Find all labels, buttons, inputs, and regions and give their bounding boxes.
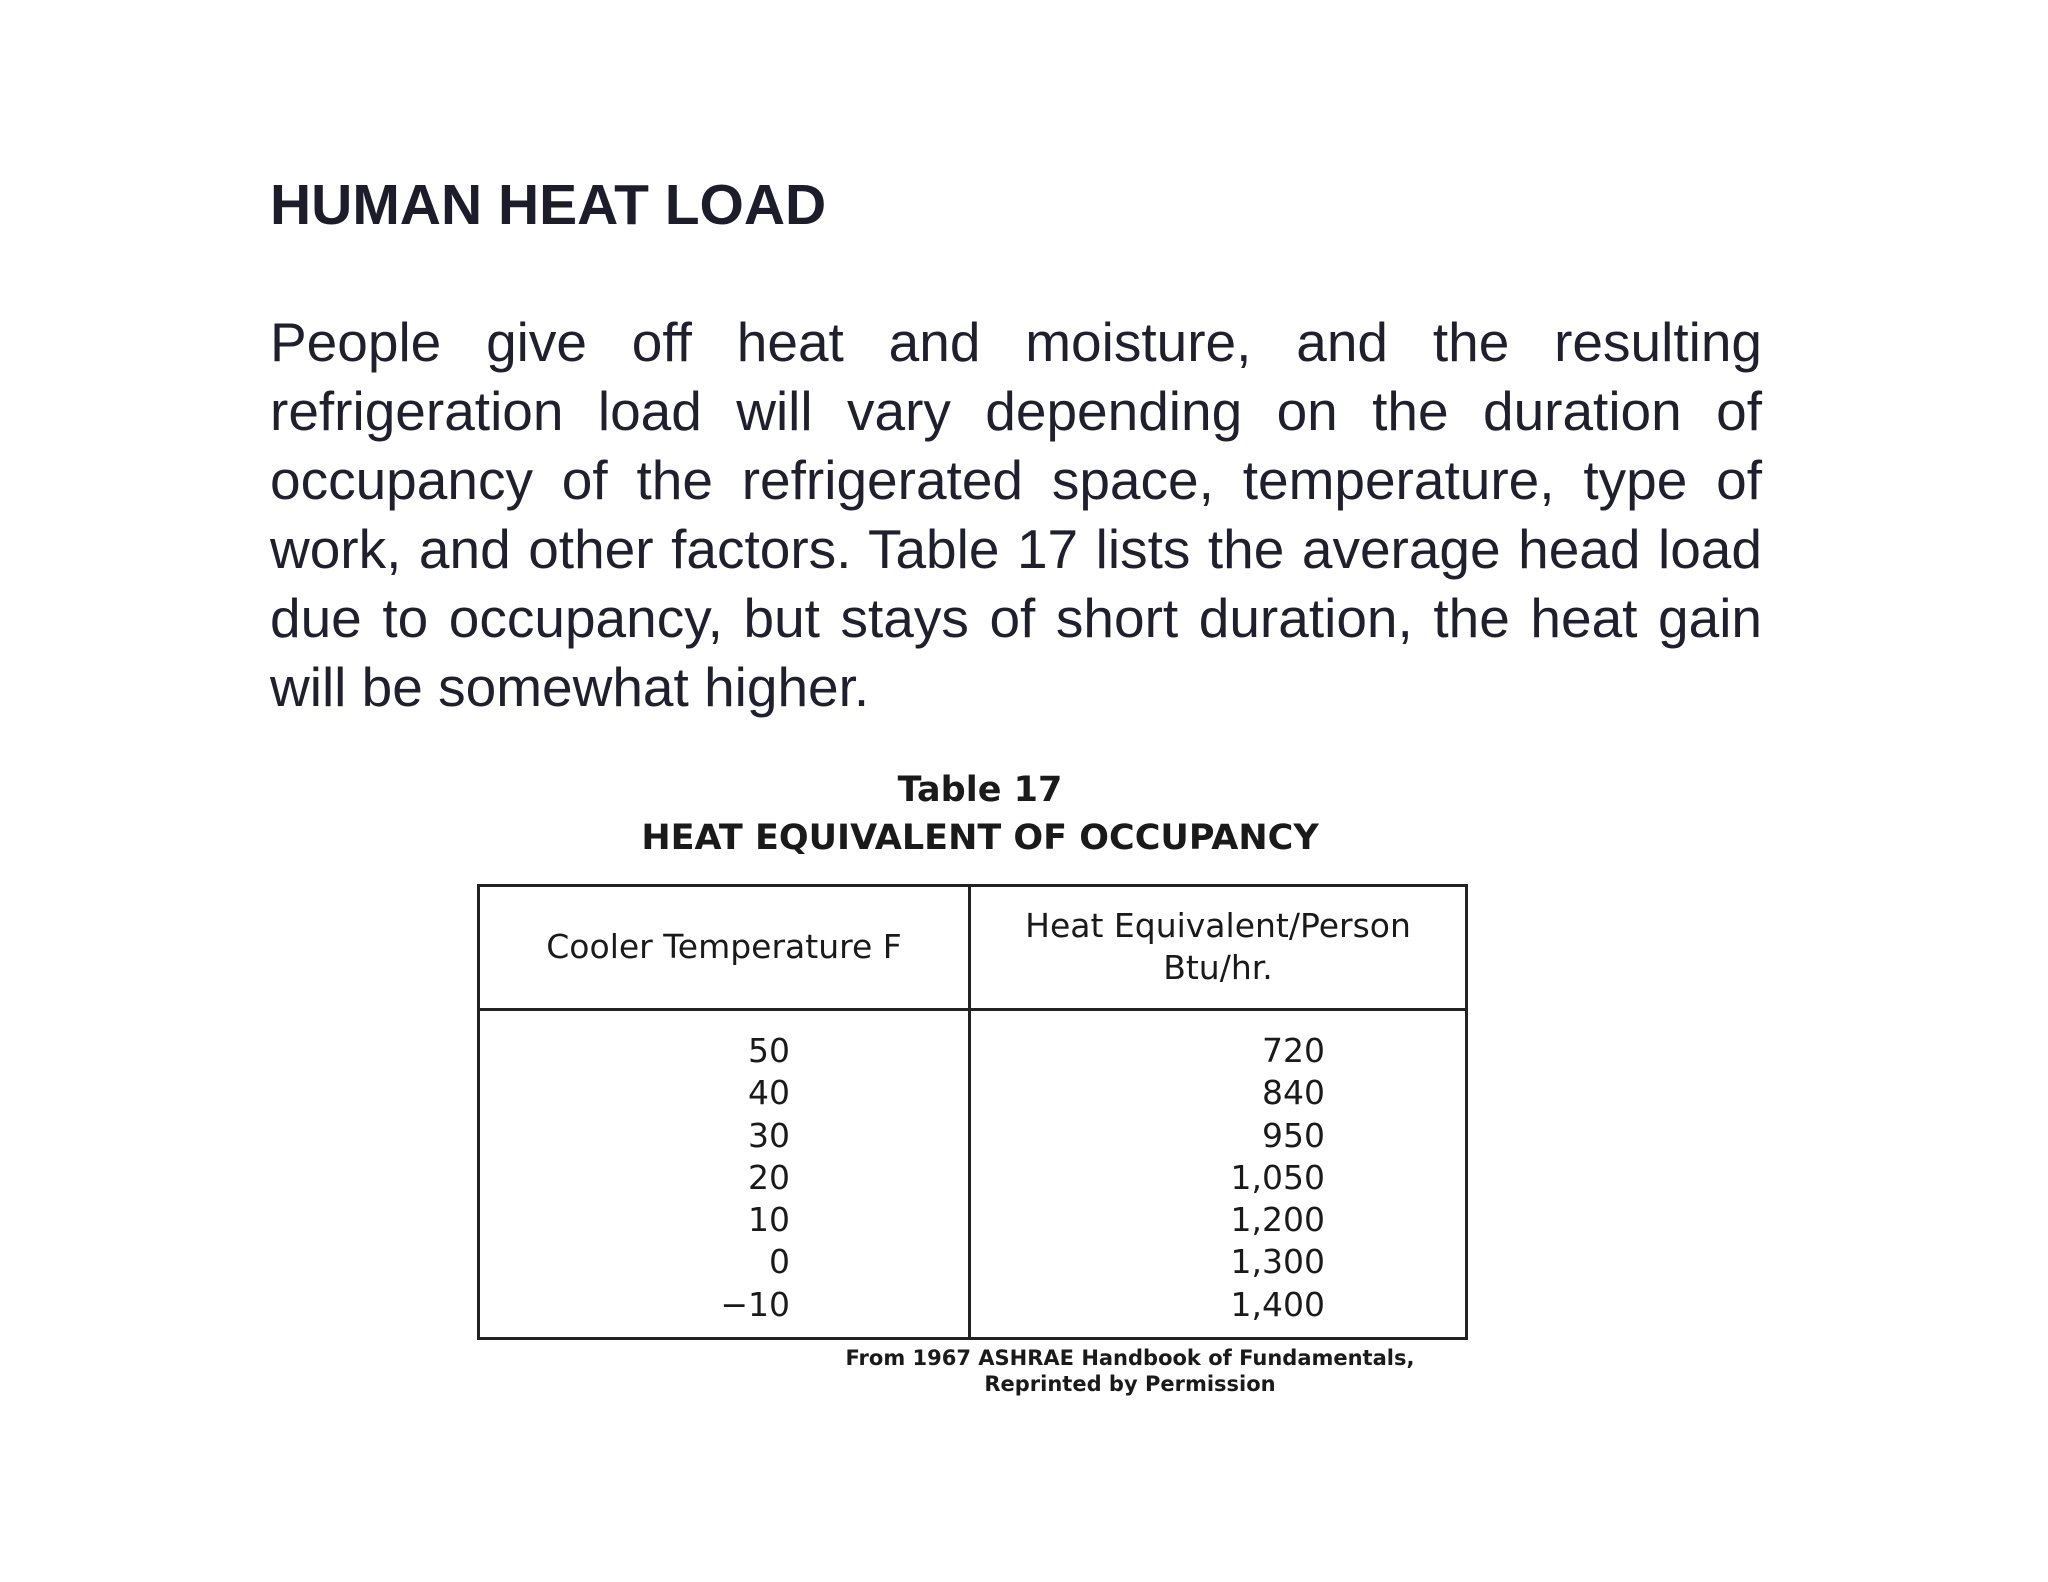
header-heat-equivalent bbox=[971, 905, 1465, 989]
source-line-2: Reprinted by Permission bbox=[984, 1372, 1276, 1396]
temperature-cell: 0 bbox=[769, 1242, 790, 1282]
heat-equivalent-column bbox=[1160, 1030, 1325, 1326]
header-divider bbox=[480, 1008, 1465, 1011]
temperature-cell: 40 bbox=[748, 1073, 790, 1113]
header-heat-equivalent-line2: Btu/hr. bbox=[1163, 948, 1273, 987]
heat-equivalent-cell: 840 bbox=[1262, 1073, 1325, 1113]
table-number: Table 17 bbox=[897, 770, 1063, 810]
header-cooler-temperature: Cooler Temperature F bbox=[546, 927, 902, 966]
heat-equivalent-cell: 1,300 bbox=[1230, 1242, 1325, 1282]
temperature-cell: −10 bbox=[720, 1284, 790, 1324]
temperature-cell: 50 bbox=[748, 1031, 790, 1070]
body-paragraph: People give off heat and moisture, and the resulting refrigeration load will vary depending on the duration of occupancy of the refrigerated space, temperature, type of work, and other factors. Table 17 lists the average head load due to occupancy, but stays of short duration, the heat gain will be somewhat higher. bbox=[270, 311, 1762, 718]
temperature-column bbox=[680, 1030, 790, 1326]
heat-equivalent-cell: 950 bbox=[1262, 1115, 1325, 1155]
header-heat-equivalent-line1: Heat Equivalent/Person bbox=[1025, 906, 1411, 945]
occupancy-table bbox=[477, 884, 1468, 1340]
heat-equivalent-cell: 1,200 bbox=[1230, 1200, 1325, 1240]
heat-equivalent-cell: 1,400 bbox=[1230, 1284, 1325, 1324]
source-line-1: From 1967 ASHRAE Handbook of Fundamentals, bbox=[845, 1346, 1415, 1370]
section-heading: HUMAN HEAT LOAD bbox=[270, 173, 827, 237]
heat-equivalent-cell: 720 bbox=[1262, 1031, 1325, 1070]
temperature-cell: 10 bbox=[748, 1200, 790, 1240]
temperature-cell: 20 bbox=[748, 1157, 790, 1197]
temperature-cell: 30 bbox=[748, 1115, 790, 1155]
heat-equivalent-cell: 1,050 bbox=[1230, 1157, 1325, 1197]
table-title: HEAT EQUIVALENT OF OCCUPANCY bbox=[641, 818, 1319, 858]
table-source-note bbox=[780, 1345, 1480, 1397]
